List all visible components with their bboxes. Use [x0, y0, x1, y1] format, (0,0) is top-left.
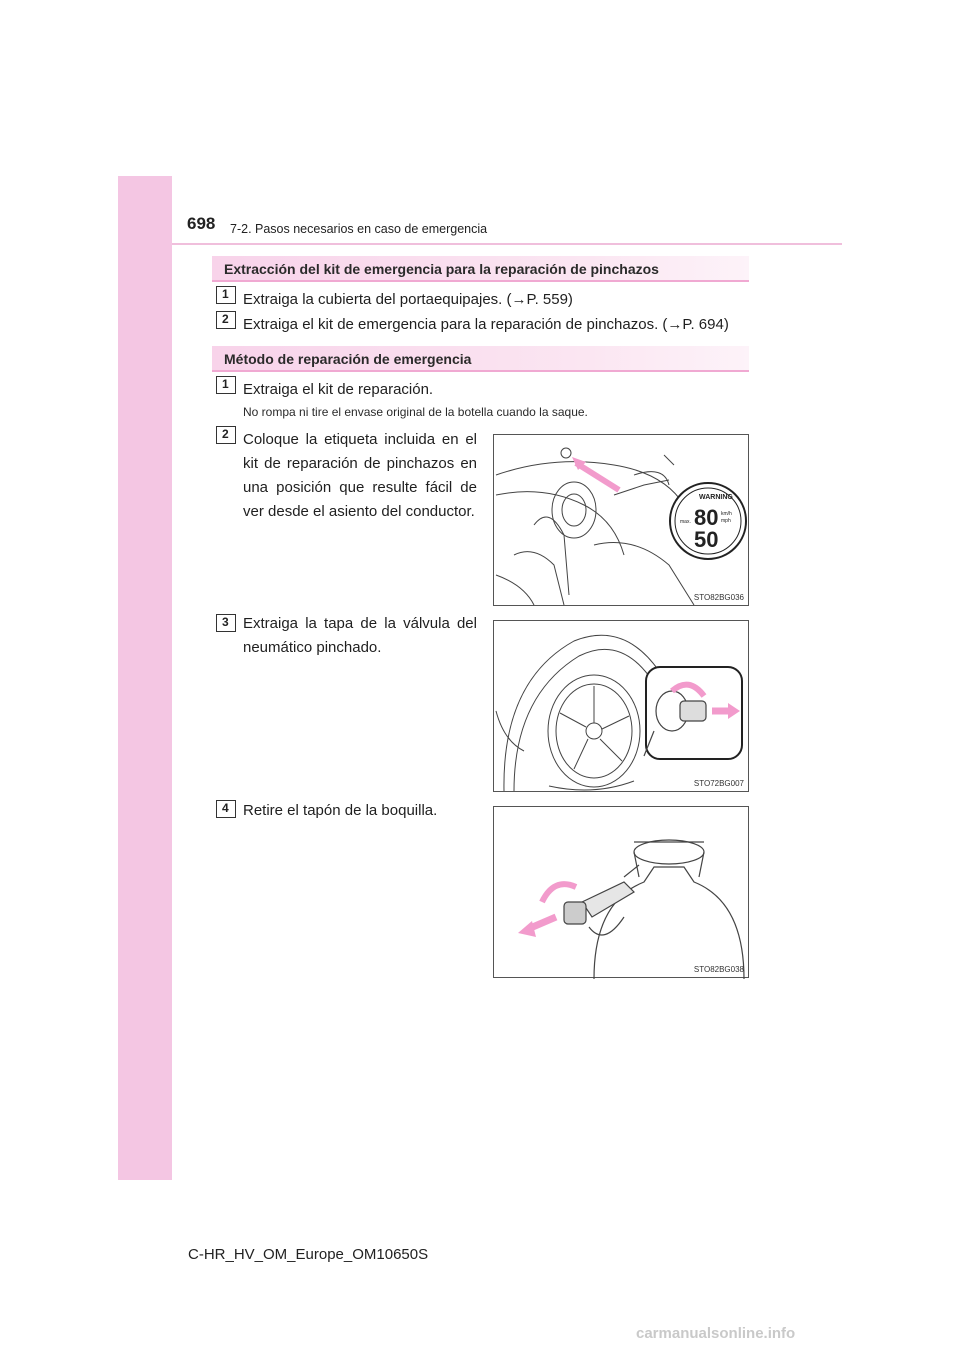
step-number: 4	[216, 800, 236, 818]
step-text: Extraiga la cubierta del portaequipajes. (→P. 559)	[243, 291, 573, 308]
section-title-kit-removal: Extracción del kit de emergencia para la reparación de pinchazos	[212, 256, 749, 282]
arrow-icon	[576, 463, 619, 490]
step-text: Coloque la etiqueta incluida en el kit de reparación de pinchazos en una posición que resulte fácil de ver desde el asiento del conductor.	[243, 431, 477, 520]
step-text: Retire el tapón de la boquilla.	[243, 802, 438, 819]
sticker-speed-mph: 50	[694, 527, 719, 552]
step-text: Extraiga el kit de emergencia para la reparación de pinchazos. (→P. 694)	[243, 316, 729, 333]
watermark: carmanualsonline.info	[636, 1325, 796, 1342]
step-number: 3	[216, 614, 236, 632]
page-number: 698	[187, 214, 216, 233]
header-divider	[172, 243, 842, 245]
figure-label-placement	[493, 434, 749, 606]
step-text: Extraiga el kit de reparación.	[243, 381, 434, 398]
step-number: 2	[216, 426, 236, 444]
step-note: No rompa ni tire el envase original de la botella cuando la saque.	[243, 405, 588, 419]
sticker-unit-kmh: km/h	[721, 511, 732, 517]
step-text: Extraiga la tapa de la válvula del neumático pinchado.	[243, 615, 477, 656]
chapter-tab-sidebar	[118, 176, 172, 1180]
wheel-illustration	[494, 621, 750, 793]
figure-code: STO82BG038	[693, 965, 744, 974]
sticker-unit-mph: mph	[721, 518, 731, 524]
dashboard-illustration	[494, 435, 750, 607]
sticker-max: max.	[680, 519, 691, 525]
chapter-title: 7-2. Pasos necesarios en caso de emergencia	[230, 222, 488, 236]
warning-sticker-icon	[670, 483, 746, 559]
step-number: 2	[216, 311, 236, 329]
document-id: C-HR_HV_OM_Europe_OM10650S	[188, 1246, 429, 1263]
sticker-speed-kmh: 80	[694, 505, 719, 530]
figure-code: STO72BG007	[693, 779, 744, 788]
bottle-illustration	[494, 807, 750, 979]
rotate-arrow-icon	[542, 884, 576, 902]
figure-code: STO82BG036	[693, 593, 744, 602]
step-number: 1	[216, 286, 236, 304]
figure-valve-cap	[493, 620, 749, 792]
sticker-warning-text: WARNING	[699, 494, 733, 501]
figure-nozzle-cap	[493, 806, 749, 978]
section-title-repair-method: Método de reparación de emergencia	[212, 346, 749, 372]
step-number: 1	[216, 376, 236, 394]
